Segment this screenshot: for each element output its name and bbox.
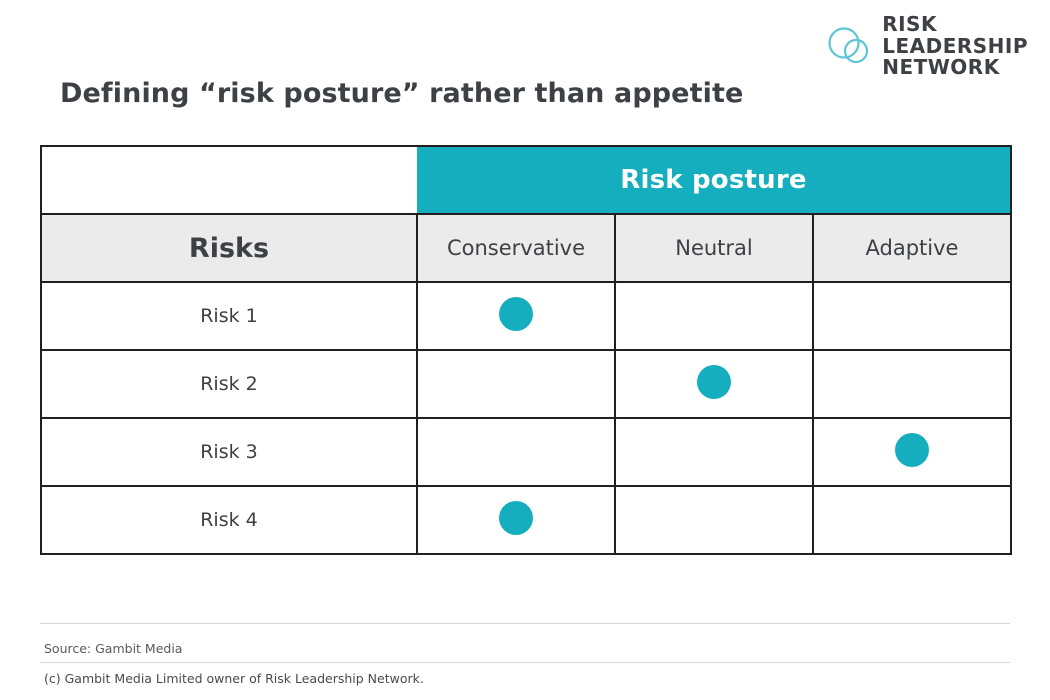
group-header-risk-posture: Risk posture	[417, 146, 1011, 214]
header-adaptive: Adaptive	[813, 214, 1011, 282]
table-row	[41, 418, 1011, 486]
cell-risk-1-neutral[interactable]	[615, 282, 813, 350]
row-label-risk-1: Risk 1	[41, 282, 417, 350]
header-risks: Risks	[41, 214, 417, 282]
cell-risk-3-conservative[interactable]	[417, 418, 615, 486]
table-row	[41, 282, 1011, 350]
header-conservative: Conservative	[417, 214, 615, 282]
marker-dot	[499, 501, 533, 535]
table-header-row	[41, 214, 1011, 282]
header-neutral: Neutral	[615, 214, 813, 282]
cell-risk-1-conservative[interactable]	[417, 282, 615, 350]
cell-risk-4-neutral[interactable]	[615, 486, 813, 554]
marker-dot	[697, 365, 731, 399]
row-label-risk-4: Risk 4	[41, 486, 417, 554]
interlocking-circles-icon	[826, 23, 872, 69]
row-label-risk-2: Risk 2	[41, 350, 417, 418]
table-row	[41, 486, 1011, 554]
cell-risk-2-neutral[interactable]	[615, 350, 813, 418]
cell-risk-2-adaptive[interactable]	[813, 350, 1011, 418]
logo-line-2: LEADERSHIP	[882, 33, 1028, 58]
cell-risk-3-neutral[interactable]	[615, 418, 813, 486]
cell-risk-4-conservative[interactable]	[417, 486, 615, 554]
row-label-risk-3: Risk 3	[41, 418, 417, 486]
copyright-note: (c) Gambit Media Limited owner of Risk Leadership Network.	[44, 671, 424, 686]
divider-bottom	[40, 662, 1010, 663]
marker-dot	[895, 433, 929, 467]
cell-risk-2-conservative[interactable]	[417, 350, 615, 418]
logo-line-1: RISK	[882, 12, 937, 36]
empty-corner-cell	[41, 146, 417, 214]
marker-dot	[499, 297, 533, 331]
risk-posture-table	[40, 145, 1010, 555]
brand-logo	[826, 14, 1028, 79]
table-row	[41, 350, 1011, 418]
cell-risk-4-adaptive[interactable]	[813, 486, 1011, 554]
logo-line-3: NETWORK	[882, 55, 1000, 80]
table-header-group-row	[41, 146, 1011, 214]
cell-risk-1-adaptive[interactable]	[813, 282, 1011, 350]
page-title: Defining “risk posture” rather than appetite	[60, 78, 744, 109]
divider-top	[40, 623, 1010, 624]
source-note: Source: Gambit Media	[44, 641, 183, 656]
cell-risk-3-adaptive[interactable]	[813, 418, 1011, 486]
logo-wordmark	[882, 14, 1028, 79]
